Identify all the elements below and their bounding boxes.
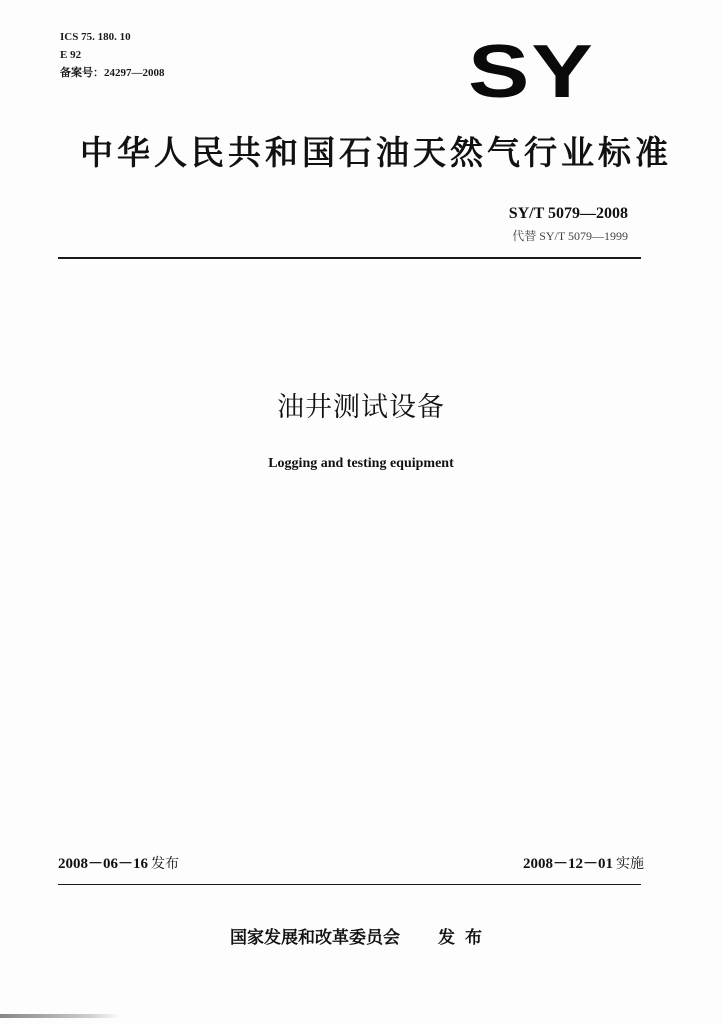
document-title-chinese: 油井测试设备	[277, 392, 445, 423]
replaced-standard: 代替 SY/T 5079—1999	[512, 229, 628, 243]
effective-date-label: 实施	[616, 856, 644, 872]
issue-date-value: 2008－06－16	[58, 856, 149, 872]
effective-date	[523, 854, 644, 874]
effective-date-value: 2008－12－01	[522, 856, 613, 872]
classification-block	[60, 28, 165, 82]
sy-logo: SY	[468, 29, 595, 114]
record-number: 备案号：24297—2008	[60, 67, 165, 79]
category-code: E 92	[60, 49, 82, 61]
issue-date	[58, 854, 179, 874]
publisher-name: 国家发展和改革委员会	[230, 928, 400, 948]
standard-number: SY/T 5079—2008	[508, 205, 628, 222]
footer-divider	[58, 884, 641, 885]
publisher-action: 发布	[438, 928, 492, 948]
header-divider	[58, 257, 641, 259]
publisher-line	[0, 926, 722, 950]
document-title-english: Logging and testing equipment	[268, 456, 454, 471]
ics-code: ICS 75. 180. 10	[60, 31, 131, 43]
issue-date-label: 发布	[151, 856, 180, 872]
industry-standard-title: 中华人民共和国石油天然气行业标准	[80, 133, 672, 172]
scan-artifact	[0, 1014, 120, 1018]
